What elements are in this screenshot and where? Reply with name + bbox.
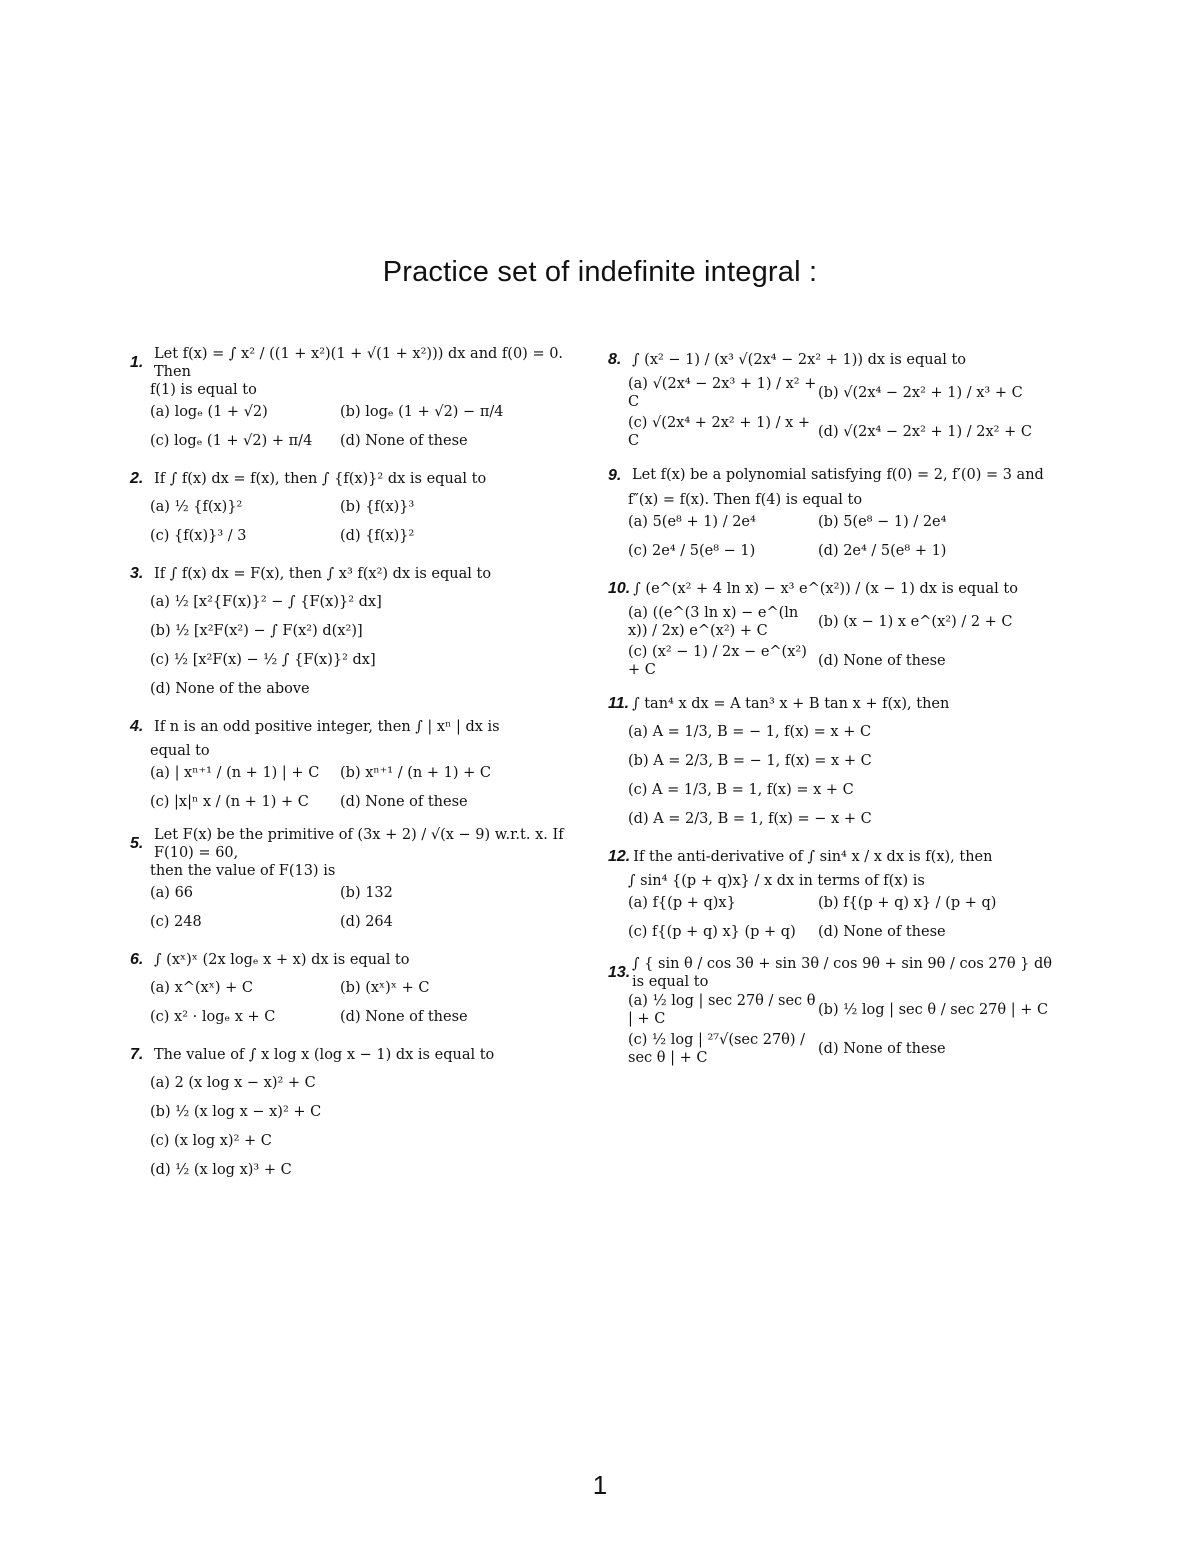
question-text: Let F(x) be the primitive of (3x + 2) / √(x − 9) w.r.t. x. If F(10) = 60, — [154, 826, 564, 861]
answer-option: (a) x^(xˣ) + C — [150, 979, 253, 996]
question-text: If ∫ f(x) dx = F(x), then ∫ x³ f(x²) dx is equal to — [154, 566, 492, 583]
question-header — [130, 826, 570, 862]
question-text: If n is an odd positive integer, then ∫ | xⁿ | dx is — [154, 719, 500, 736]
page-title: Practice set of indefinite integral : — [382, 256, 818, 288]
options-list — [608, 375, 1058, 451]
question-header — [608, 689, 1058, 719]
question-header — [130, 945, 570, 975]
answer-option: (d) None of these — [340, 794, 468, 811]
question-number: 10. — [608, 579, 631, 597]
question-text: ∫ (xˣ)ˣ (2x logₑ x + x) dx is equal to — [154, 951, 410, 968]
question-header — [608, 955, 1058, 991]
options-list — [608, 890, 1058, 945]
question-number: 8. — [608, 351, 622, 368]
answer-option: (b) 5(e⁸ − 1) / 2e⁴ — [818, 513, 947, 530]
options-list — [608, 604, 1058, 680]
answer-option: (c) x² · logₑ x + C — [150, 1008, 276, 1025]
question-header — [608, 574, 1058, 604]
answer-option: (a) ½ [x²{F(x)}² − ∫ {F(x)}² dx] — [150, 594, 382, 611]
options-list — [130, 1070, 570, 1183]
left-column — [130, 345, 570, 1193]
answer-option: (a) | xⁿ⁺¹ / (n + 1) | + C — [150, 765, 320, 782]
answer-option: (c) ½ [x²F(x) − ½ ∫ {F(x)}² dx] — [150, 652, 376, 669]
answer-option: (a) √(2x⁴ − 2x³ + 1) / x² + C — [628, 376, 817, 411]
question-number: 13. — [608, 964, 631, 982]
answer-option: (c) logₑ (1 + √2) + π/4 — [150, 433, 313, 450]
answer-option: (d) None of these — [340, 1008, 468, 1025]
answer-option: (b) logₑ (1 + √2) − π/4 — [340, 404, 504, 421]
question-continuation: equal to — [150, 743, 210, 760]
question-continuation: f″(x) = f(x). Then f(4) is equal to — [628, 491, 863, 508]
question — [608, 574, 1058, 680]
question-text: ∫ { sin θ / cos 3θ + sin 3θ / cos 9θ + sin 9θ / cos 27θ } dθ is equal to — [632, 956, 1053, 991]
answer-option: (d) 264 — [340, 913, 393, 930]
question — [608, 842, 1058, 945]
options-list — [608, 719, 1058, 832]
answer-option: (a) 66 — [150, 884, 194, 901]
options-list — [130, 761, 570, 816]
question — [130, 345, 570, 454]
question — [608, 955, 1058, 1067]
question-text: ∫ (x² − 1) / (x³ √(2x⁴ − 2x² + 1)) dx is equal to — [632, 351, 967, 368]
question-text: The value of ∫ x log x (log x − 1) dx is equal to — [154, 1046, 495, 1063]
answer-option: (a) ½ {f(x)}² — [150, 499, 243, 516]
question — [608, 461, 1058, 564]
answer-option: (d) None of the above — [150, 681, 310, 698]
page-number: 1 — [592, 1470, 608, 1500]
question-header — [608, 345, 1058, 375]
question-header — [130, 464, 570, 494]
answer-option: (b) 132 — [340, 884, 393, 901]
answer-option: (d) {f(x)}² — [340, 528, 415, 545]
question-text: Let f(x) = ∫ x² / ((1 + x²)(1 + √(1 + x²))) dx and f(0) = 0. Then — [154, 346, 564, 381]
question-text: ∫ (e^(x² + 4 ln x) − x³ e^(x²)) / (x − 1) dx is equal to — [633, 580, 1018, 597]
question-number: 6. — [130, 950, 144, 968]
answer-option: (b) (xˣ)ˣ + C — [340, 979, 430, 996]
answer-option: (d) None of these — [818, 1040, 946, 1057]
answer-option: (a) ½ log | sec 27θ / sec θ | + C — [628, 992, 816, 1027]
answer-option: (a) A = 1/3, B = − 1, f(x) = x + C — [628, 724, 872, 741]
answer-option: (b) ½ [x²F(x²) − ∫ F(x²) d(x²)] — [150, 623, 363, 640]
question-number: 5. — [130, 834, 144, 852]
question-text: ∫ tan⁴ x dx = A tan³ x + B tan x + f(x), then — [632, 696, 950, 713]
question — [130, 826, 570, 935]
answer-option: (c) ½ log | ²⁷√(sec 27θ) / sec θ | + C — [628, 1031, 806, 1066]
answer-option: (d) None of these — [818, 652, 946, 669]
options-list — [608, 992, 1058, 1068]
question-number: 9. — [608, 466, 622, 484]
options-list — [130, 399, 570, 454]
question-number: 11. — [608, 695, 630, 713]
question — [130, 945, 570, 1030]
question-number: 7. — [130, 1045, 144, 1063]
question — [608, 345, 1058, 451]
answer-option: (a) 2 (x log x − x)² + C — [150, 1074, 316, 1091]
question-text: If the anti-derivative of ∫ sin⁴ x / x dx is f(x), then — [633, 849, 993, 866]
answer-option: (d) √(2x⁴ − 2x² + 1) / 2x² + C — [818, 424, 1032, 441]
answer-option: (c) 248 — [150, 913, 202, 930]
answer-option: (d) A = 2/3, B = 1, f(x) = − x + C — [628, 811, 872, 828]
answer-option: (c) (x log x)² + C — [150, 1132, 272, 1149]
question-number: 12. — [608, 848, 631, 866]
question-text: Let f(x) be a polynomial satisfying f(0) = 2, f′(0) = 3 and — [632, 467, 1044, 484]
answer-option: (b) f{(p + q) x} / (p + q) — [818, 895, 997, 912]
answer-option: (c) |x|ⁿ x / (n + 1) + C — [150, 794, 309, 811]
question — [130, 1040, 570, 1183]
question — [130, 712, 570, 815]
options-list — [130, 880, 570, 935]
question-number: 4. — [130, 718, 144, 736]
answer-option: (b) ½ (x log x − x)² + C — [150, 1103, 322, 1120]
question — [608, 689, 1058, 832]
answer-option: (b) {f(x)}³ — [340, 499, 415, 516]
right-column — [608, 345, 1058, 1077]
answer-option: (b) (x − 1) x e^(x²) / 2 + C — [818, 613, 1013, 630]
answer-option: (c) f{(p + q) x} (p + q) — [628, 924, 796, 941]
options-list — [130, 589, 570, 702]
answer-option: (b) A = 2/3, B = − 1, f(x) = x + C — [628, 753, 872, 770]
answer-option: (b) xⁿ⁺¹ / (n + 1) + C — [340, 765, 491, 782]
answer-option: (a) logₑ (1 + √2) — [150, 404, 268, 421]
answer-option: (a) ((e^(3 ln x) − e^(ln x)) / 2x) e^(x²) + C — [628, 604, 799, 639]
answer-option: (b) ½ log | sec θ / sec 27θ | + C — [818, 1001, 1049, 1018]
answer-option: (c) 2e⁴ / 5(e⁸ − 1) — [628, 542, 756, 559]
question-header — [130, 345, 570, 381]
answer-option: (c) √(2x⁴ + 2x² + 1) / x + C — [628, 415, 811, 450]
answer-option: (d) ½ (x log x)³ + C — [150, 1161, 292, 1178]
options-list — [608, 509, 1058, 564]
answer-option: (d) 2e⁴ / 5(e⁸ + 1) — [818, 542, 947, 559]
options-list — [130, 494, 570, 549]
question-continuation: f(1) is equal to — [150, 382, 257, 399]
question-header — [608, 461, 1058, 491]
question — [130, 559, 570, 702]
answer-option: (d) None of these — [340, 433, 468, 450]
question-continuation: ∫ sin⁴ {(p + q)x} / x dx in terms of f(x) is — [628, 873, 925, 890]
question-header — [130, 712, 570, 742]
answer-option: (d) None of these — [818, 924, 946, 941]
answer-option: (a) f{(p + q)x} — [628, 895, 736, 912]
answer-option: (a) 5(e⁸ + 1) / 2e⁴ — [628, 513, 756, 530]
options-list — [130, 975, 570, 1030]
question-number: 2. — [130, 470, 144, 488]
question-header — [608, 842, 1058, 872]
question-number: 3. — [130, 565, 144, 583]
answer-option: (c) A = 1/3, B = 1, f(x) = x + C — [628, 782, 854, 799]
question-number: 1. — [130, 354, 144, 372]
answer-option: (c) {f(x)}³ / 3 — [150, 528, 247, 545]
question-header — [130, 559, 570, 589]
answer-option: (b) √(2x⁴ − 2x² + 1) / x³ + C — [818, 385, 1023, 402]
question — [130, 464, 570, 549]
answer-option: (c) (x² − 1) / 2x − e^(x²) + C — [628, 643, 807, 678]
question-header — [130, 1040, 570, 1070]
question-text: If ∫ f(x) dx = f(x), then ∫ {f(x)}² dx is equal to — [154, 471, 487, 488]
question-continuation: then the value of F(13) is — [150, 862, 336, 879]
